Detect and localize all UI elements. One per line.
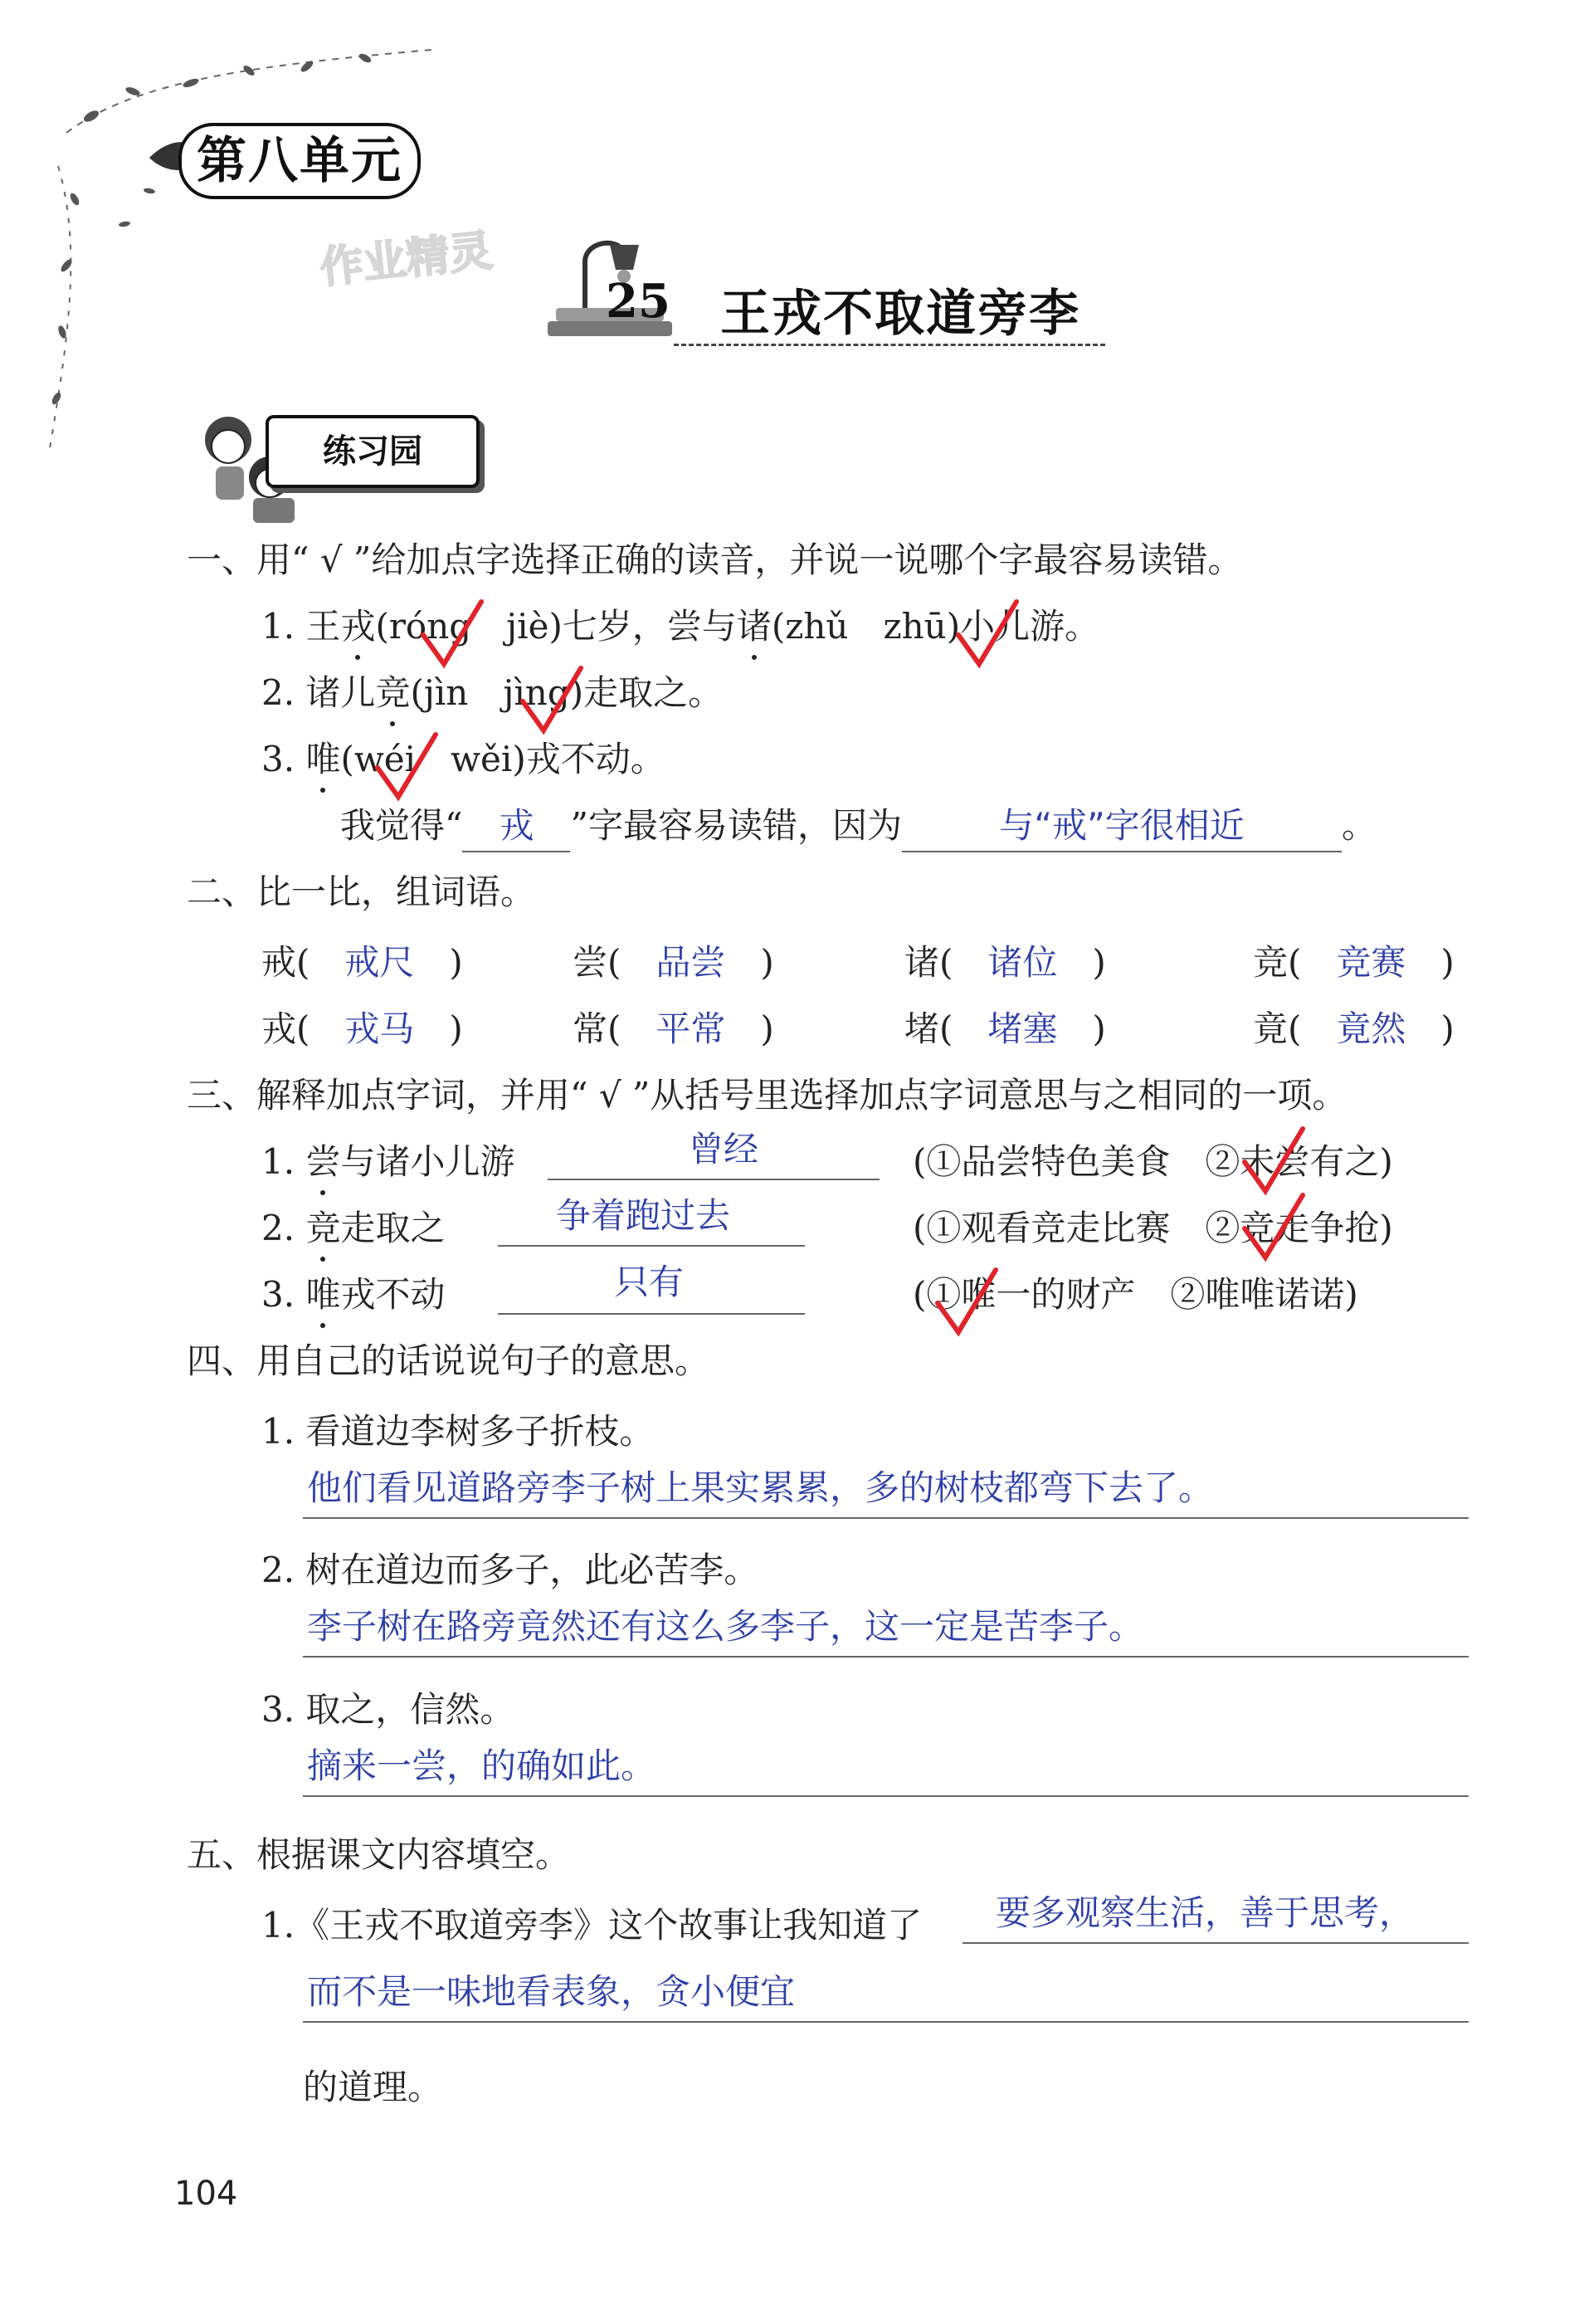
practice-label: 练习园 — [323, 432, 422, 471]
s2-item: 堵( 堵塞 ) — [904, 1008, 1106, 1049]
s2-item: 竟( 竟然 ) — [1253, 1008, 1455, 1049]
s4-answer-3: 摘来一尝，的确如此。 — [307, 1745, 656, 1786]
s2-item: 尝( 品尝 ) — [573, 942, 774, 983]
s4-answer-1: 他们看见道路旁李子树上果实累累，多的树枝都弯下去了。 — [307, 1467, 1214, 1508]
watermark: 作业精灵 — [318, 226, 495, 294]
s2-item: 戎( 戎马 ) — [261, 1008, 463, 1049]
s1-answer-char: 戎 — [499, 805, 534, 846]
check-mark-icon — [419, 598, 485, 672]
s3-options-3: (①唯一的财产 ②唯唯诺诺) — [913, 1274, 1358, 1315]
unit-banner — [178, 123, 421, 199]
s4-question-2: 2. 树在道边而多子，此必苦李。 — [261, 1550, 759, 1590]
practice-badge — [266, 415, 480, 488]
s2-item: 诸( 诸位 ) — [904, 942, 1106, 983]
check-mark-icon — [1240, 1191, 1307, 1266]
s2-item: 戒( 戒尺 ) — [261, 942, 463, 983]
s5-heading: 五、根据课文内容填空。 — [187, 1834, 571, 1875]
s5-answer-line2: 而不是一味地看表象，贪小便宜 — [307, 1971, 796, 2012]
unit-banner-text: 第八单元 — [197, 132, 402, 190]
s5-tail: 的道理。 — [303, 2067, 443, 2107]
check-mark-icon — [1240, 1125, 1307, 1199]
title-dashed-rule — [674, 344, 1105, 346]
lesson-number: 25 — [606, 274, 670, 329]
s3-item-3: 3. 唯戎不动 — [261, 1270, 445, 1320]
s3-item-2: 2. 竞走取之 — [261, 1204, 445, 1253]
s3-heading: 三、解释加点字词，并用“ √ ”从括号里选择加点字词意思与之相同的一项。 — [187, 1075, 1348, 1116]
s5-question-1: 1.《王戎不取道旁李》这个故事让我知道了 — [261, 1905, 923, 1946]
s3-item-1: 1. 尝与诸小儿游 — [261, 1137, 514, 1187]
s4-question-3: 3. 取之，信然。 — [261, 1689, 515, 1730]
s3-answer-1: 曾经 — [689, 1129, 759, 1169]
s2-heading: 二、比一比，组词语。 — [187, 872, 536, 912]
s4-question-1: 1. 看道边李树多子折枝。 — [261, 1411, 655, 1452]
check-mark-icon — [373, 730, 440, 805]
s3-options-1: (①品尝特色美食 ②未尝有之) — [913, 1141, 1393, 1182]
s3-answer-3: 只有 — [614, 1262, 685, 1302]
s1-sentence: 我觉得“ 戎 ”字最容易读错，因为 与“戒”字很相近 。 — [340, 801, 1377, 852]
s3-answer-2: 争着跑过去 — [556, 1195, 731, 1236]
s1-answer-reason: 与“戒”字很相近 — [999, 805, 1245, 846]
s4-answer-2: 李子树在路旁竟然还有这么多李子，这一定是苦李子。 — [307, 1606, 1144, 1647]
check-mark-icon — [954, 598, 1021, 672]
s1-q2: 2. 诸儿竞(jìn jìng)走取之。 — [261, 668, 723, 718]
page-number: 104 — [174, 2175, 238, 2213]
s4-heading: 四、用自己的话说说句子的意思。 — [187, 1340, 710, 1381]
s1-q3: 3. 唯(wéi wěi)戎不动。 — [261, 735, 665, 784]
s3-options-2: (①观看竞走比赛 ②竞走争抢) — [913, 1208, 1393, 1248]
lesson-title: 王戎不取道旁李 — [720, 285, 1080, 343]
check-mark-icon — [519, 664, 585, 739]
s1-heading: 一、用“ √ ”给加点字选择正确的读音，并说一说哪个字最容易读错。 — [187, 540, 1243, 580]
s2-item: 常( 平常 ) — [573, 1008, 774, 1049]
check-mark-icon — [933, 1266, 1000, 1340]
s1-q1: 1. 王戎(róng jiè)七岁，尝与诸(zhǔ zhū)小儿游。 — [261, 602, 1099, 652]
s5-answer-line1: 要多观察生活，善于思考， — [996, 1892, 1415, 1933]
s2-item: 竞( 竞赛 ) — [1253, 942, 1455, 983]
